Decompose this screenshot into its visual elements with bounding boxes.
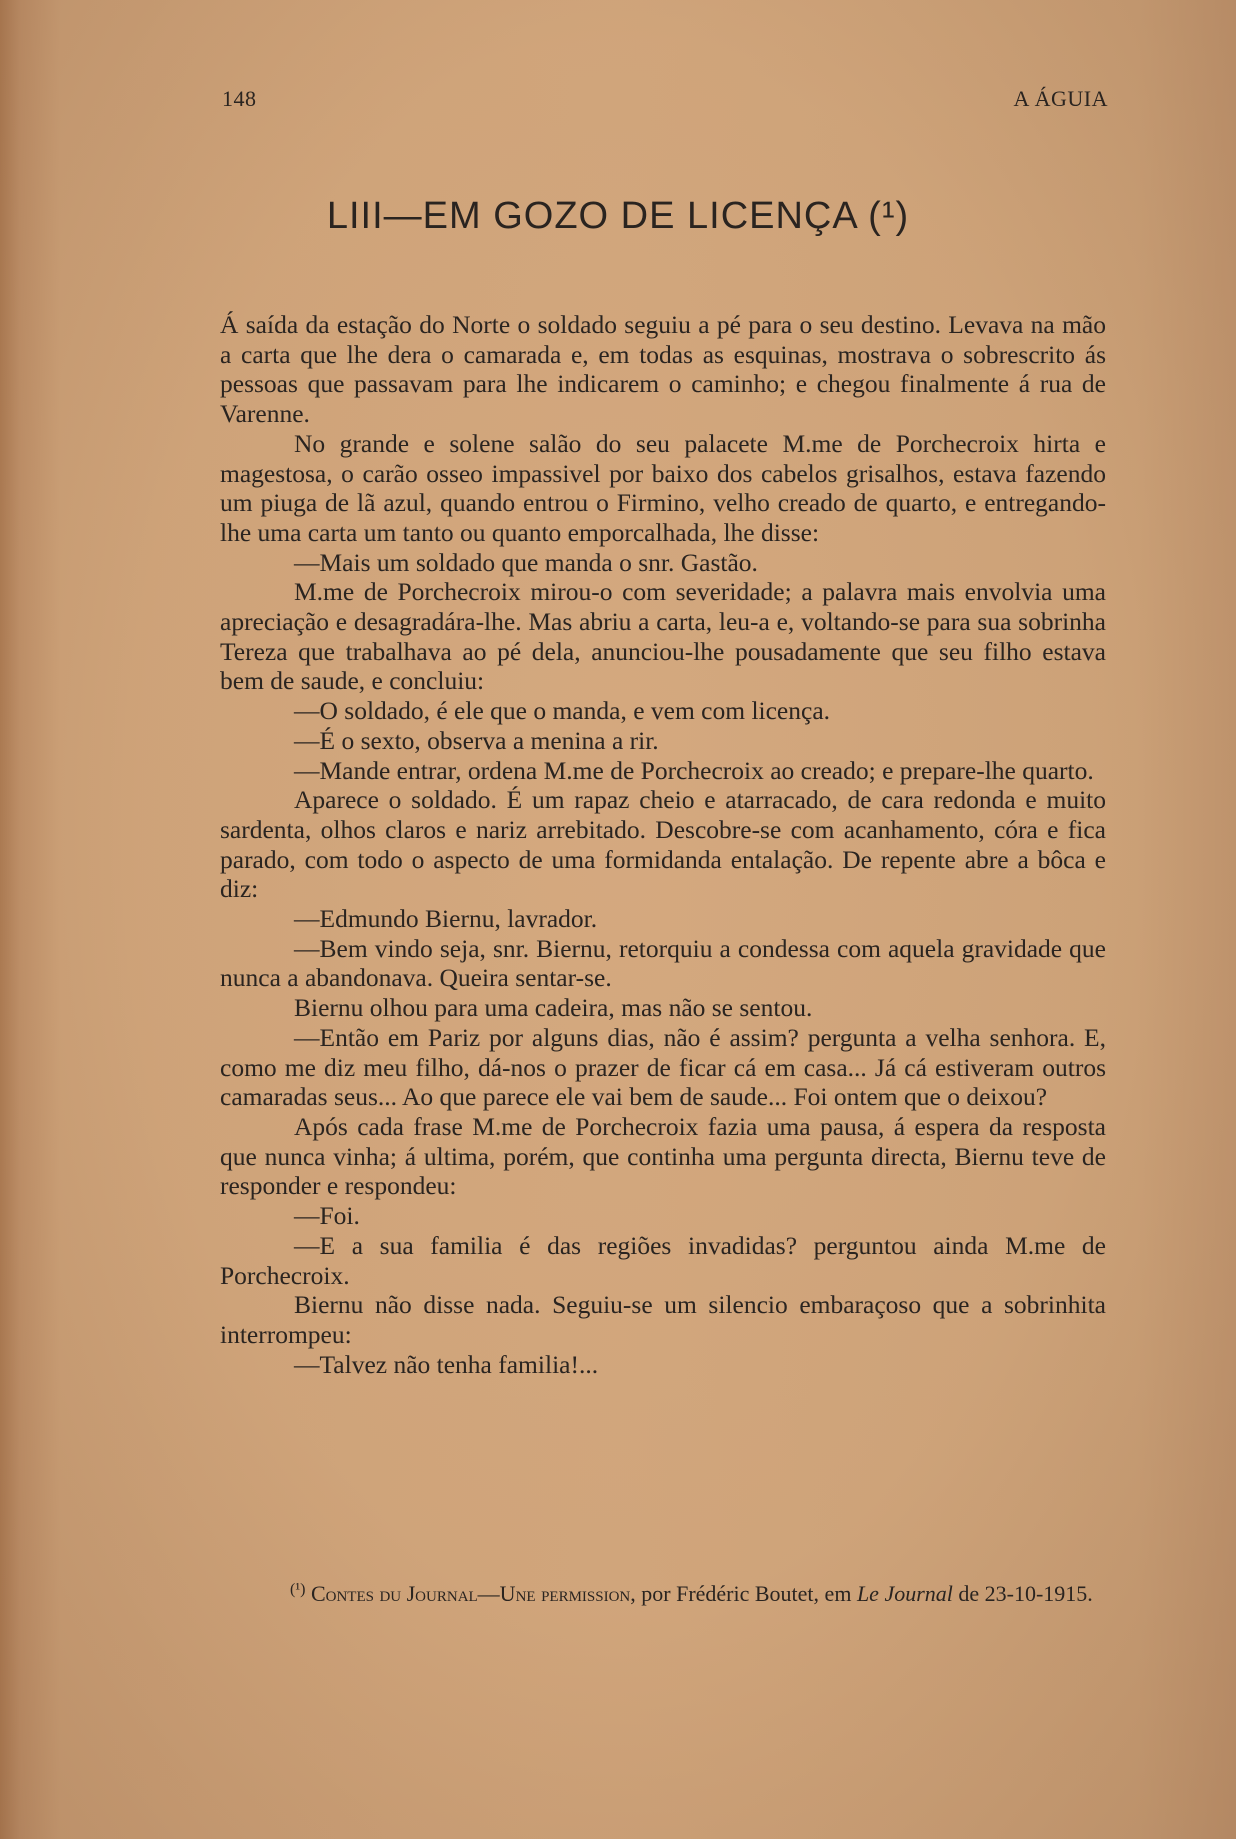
- paragraph: No grande e solene salão do seu palacete M.me de Porchecroix hirta e magestosa, o carão osseo impassivel por baixo dos cabelos grisalhos, estava fazendo um piuga de lã azul, quando entrou o Firmino, velho creado de quarto, e entregando-lhe uma carta um tanto ou quanto emporcalhada, lhe disse:: [220, 428, 1106, 547]
- paragraph: —Talvez não tenha familia!...: [294, 1349, 599, 1379]
- paragraph: Á saída da estação do Norte o soldado seguiu a pé para o seu destino. Levava na mão a carta que lhe dera o camarada e, em todas as esquinas, mostrava o sobrescrito ás pessoas que passavam para lhe indicarem o caminho; e chegou finalmente á rua de Varenne.: [220, 310, 1106, 429]
- journal-title: A ÁGUIA: [1013, 86, 1108, 111]
- paragraph: Após cada frase M.me de Porchecroix fazia uma pausa, á espera da resposta que nunca vinha; á ultima, porém, que continha uma pergunta directa, Biernu teve de responder e respondeu:: [220, 1111, 1106, 1201]
- footnote-source: Contes du Journal—Une permission: [310, 1581, 631, 1606]
- footnote-mark: (¹): [290, 1581, 306, 1598]
- chapter-title: [0, 195, 1236, 238]
- chapter-title-text: LIII—EM GOZO DE LICENÇA: [326, 195, 857, 237]
- running-head: [222, 86, 1108, 112]
- paragraph: —Então em Pariz por alguns dias, não é assim? pergunta a velha senhora. E, como me diz meu filho, dá-nos o prazer de ficar cá em casa... Já cá estiveram outros camaradas seus... Ao que parece ele vai bem de saude... Foi ontem que o deixou?: [220, 1022, 1106, 1112]
- paragraph: —Edmundo Biernu, lavrador.: [294, 904, 598, 934]
- paragraph: —Mais um soldado que manda o snr. Gastão.: [294, 547, 758, 577]
- footnote-date: de 23-10-1915.: [952, 1581, 1093, 1606]
- paragraph: Biernu não disse nada. Seguiu-se um silencio embaraçoso que a sobrinhita interrompeu:: [220, 1290, 1106, 1349]
- footnote-publication: Le Journal: [856, 1581, 953, 1606]
- paragraph: —Mande entrar, ordena M.me de Porchecroix ao creado; e prepare-lhe quarto.: [294, 755, 1094, 785]
- paragraph: —Foi.: [294, 1201, 360, 1231]
- paragraph: —Bem vindo seja, snr. Biernu, retorquiu a condessa com aquela gravidade que nunca a abandonava. Queira sentar-se.: [220, 933, 1106, 993]
- footnote-reference: (¹): [868, 195, 910, 237]
- chapter-body: [220, 310, 1106, 1379]
- paragraph: Aparece o soldado. É um rapaz cheio e atarracado, de cara redonda e muito sardenta, olhos claros e nariz arrebitado. Descobre-se com acanhamento, córa e fica parado, com todo o aspecto de uma formidanda entalação. De repente abre a bôca e diz:: [220, 785, 1106, 904]
- paragraph: —E a sua familia é das regiões invadidas? perguntou ainda M.me de Porchecroix.: [220, 1230, 1106, 1290]
- footnote: [220, 1577, 1106, 1607]
- footnote-author: , por Frédéric Boutet, em: [630, 1581, 857, 1606]
- paragraph: —É o sexto, observa a menina a rir.: [294, 725, 659, 755]
- paragraph: Biernu olhou para uma cadeira, mas não se sentou.: [294, 993, 813, 1023]
- paragraph: —O soldado, é ele que o manda, e vem com licença.: [294, 696, 831, 726]
- page-number: 148: [222, 86, 257, 111]
- paragraph: M.me de Porchecroix mirou-o com severidade; a palavra mais envolvia uma apreciação e desagradára-lhe. Mas abriu a carta, leu-a e, voltando-se para sua sobrinha Tereza que trabalhava ao pé dela, anunciou-lhe pousadamente que seu filho estava bem de saude, e concluiu:: [220, 577, 1106, 696]
